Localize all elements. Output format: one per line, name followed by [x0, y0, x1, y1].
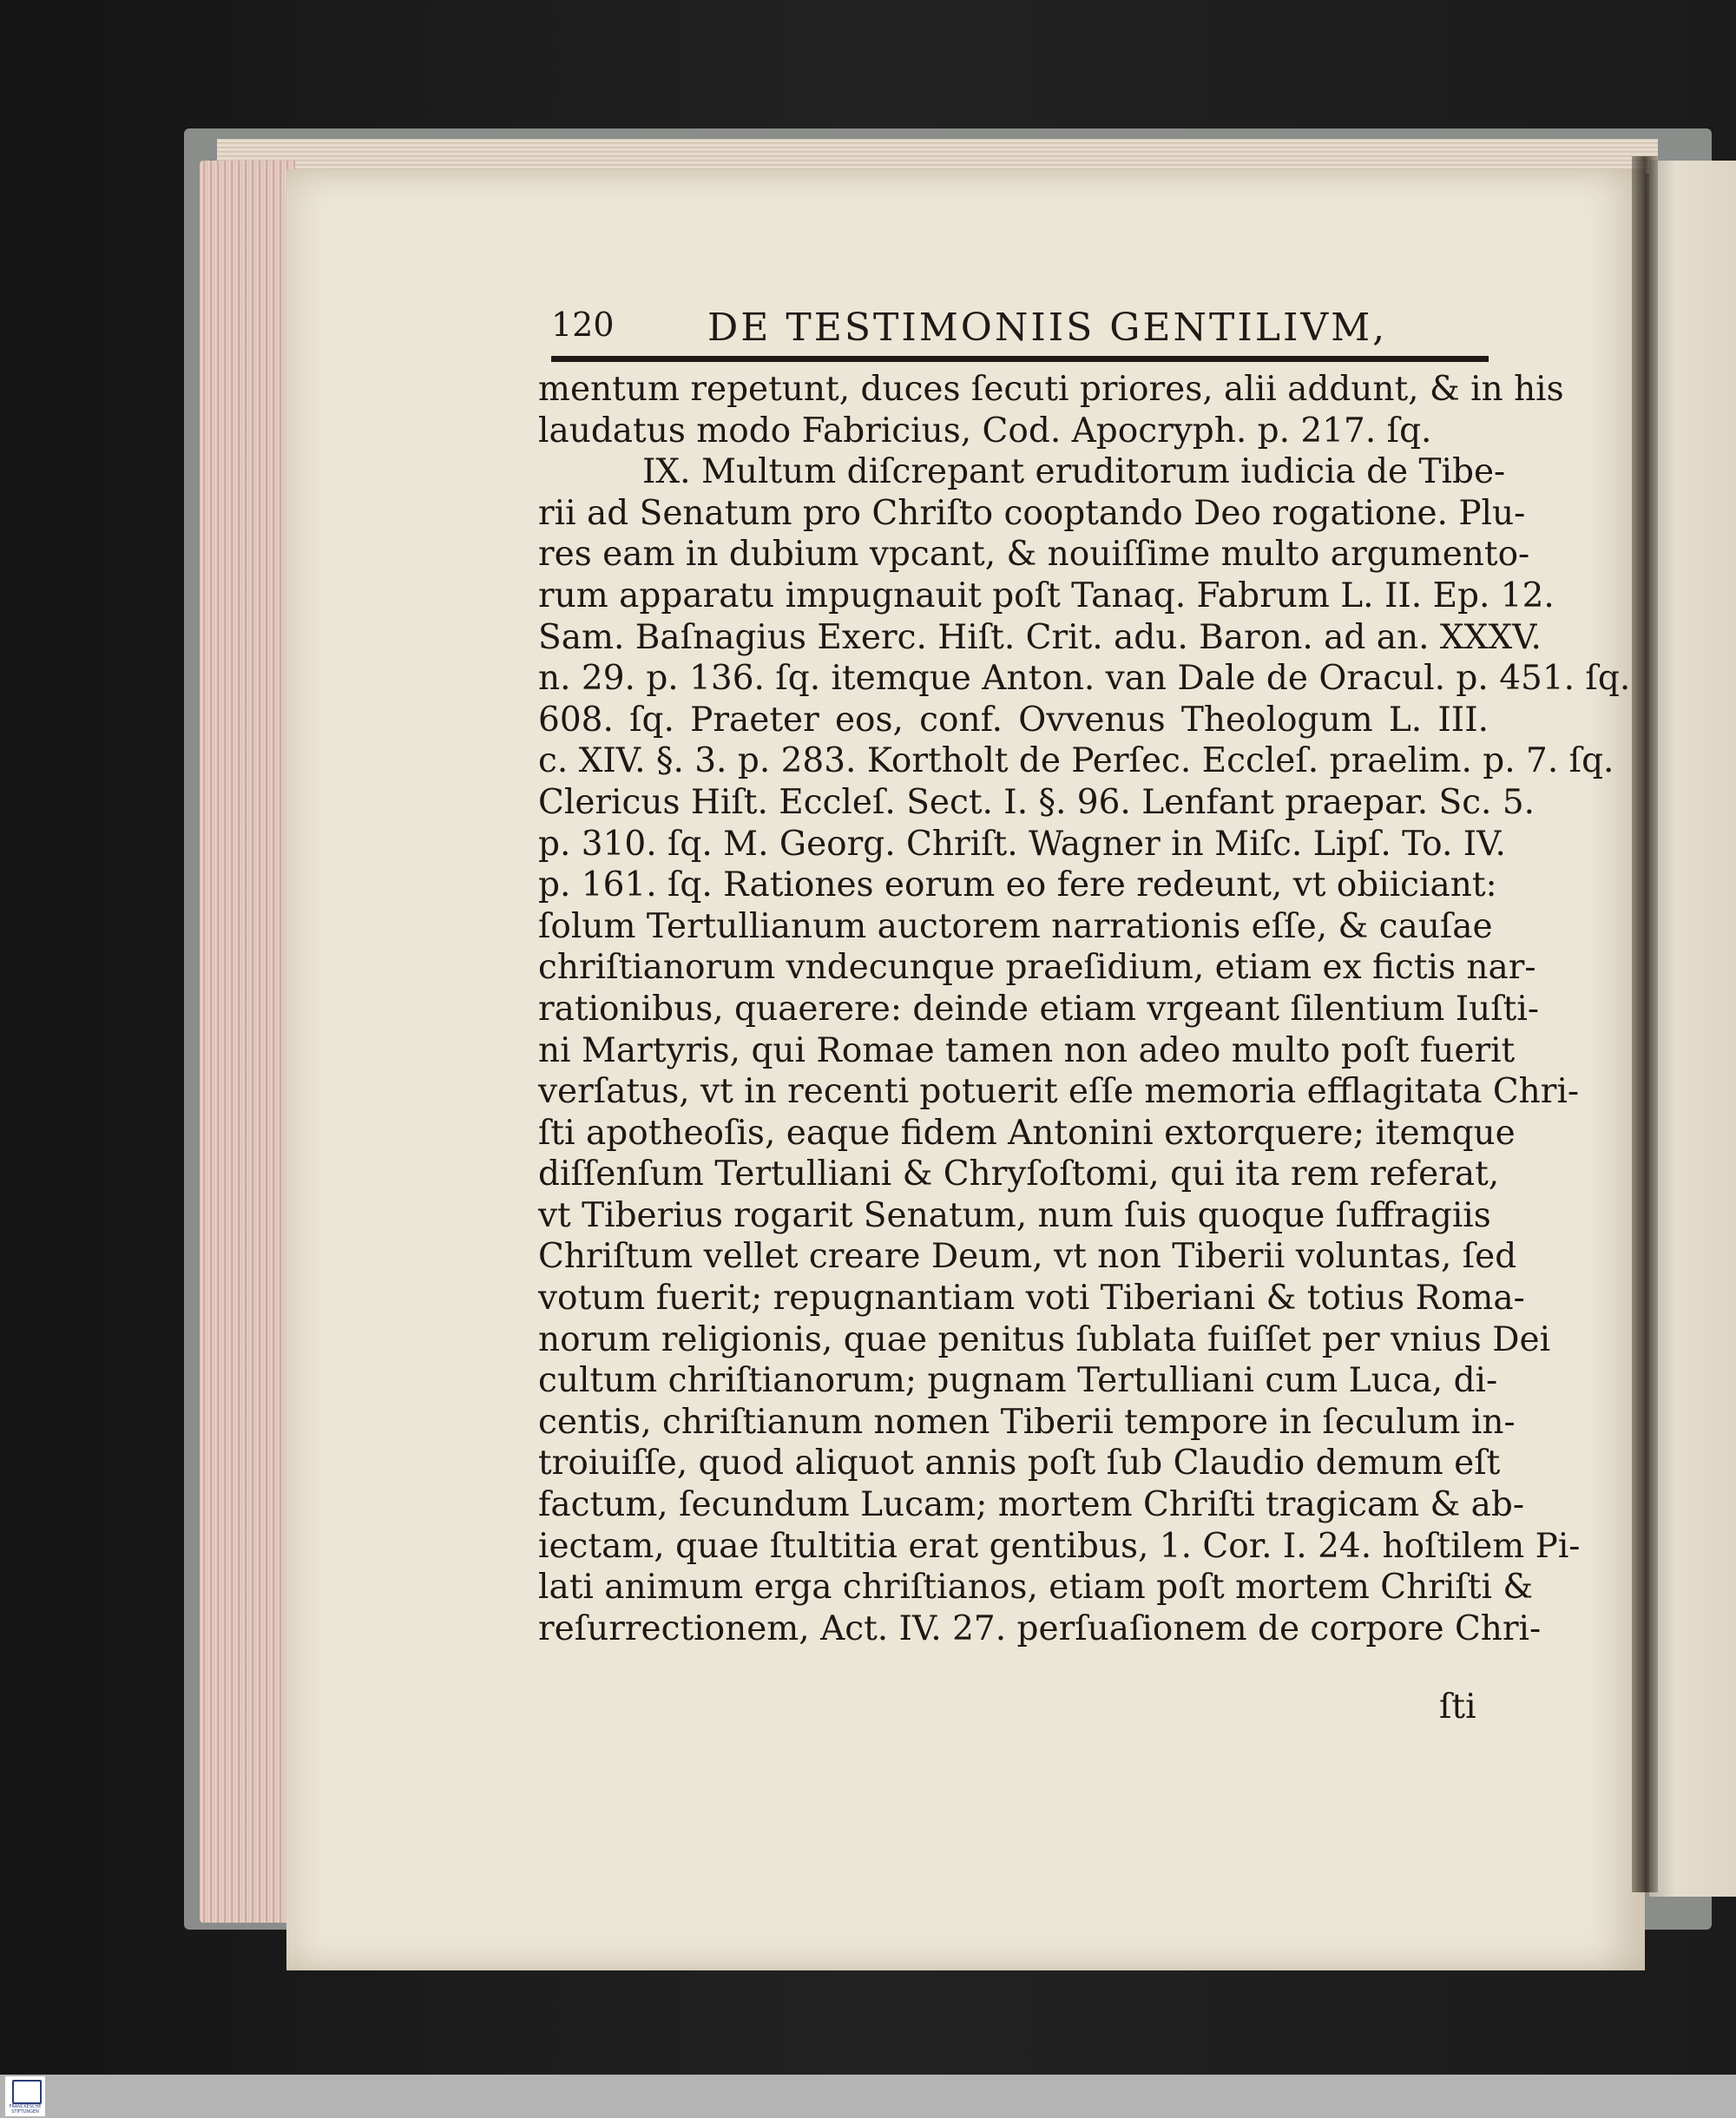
text-line: verſatus, vt in recenti potuerit eſſe memoria efflagitata Chri- — [538, 1072, 1580, 1112]
text-line: troiuiſſe, quod aliquot annis poſt ſub Claudio demum eſt — [538, 1444, 1501, 1483]
text-line: rum apparatu impugnauit poſt Tanaq. Fabrum L. II. Ep. 12. — [538, 576, 1555, 615]
text-line: rii ad Senatum pro Chriſto cooptando Deo rogatione. Plu- — [538, 493, 1526, 533]
text-line: Chriſtum vellet creare Deum, vt non Tiberii voluntas, ſed — [538, 1237, 1517, 1277]
header-rule — [551, 356, 1489, 362]
text-line: ſti apotheoſis, eaque fidem Antonini extorquere; itemque — [538, 1113, 1516, 1153]
text-line: vt Tiberius rogarit Senatum, num ſuis quoque ſuffragiis — [538, 1195, 1491, 1235]
text-line: n. 29. p. 136. ſq. itemque Anton. van Dale de Oracul. p. 451. ſq. — [538, 659, 1631, 699]
page-number: 120 — [551, 306, 615, 344]
facing-page — [1649, 161, 1736, 1897]
text-line: p. 161. ſq. Rationes eorum eo fere redeunt, vt obiiciant: — [538, 865, 1497, 905]
library-logo-text: FRANCKESCHE STIFTUNGEN — [9, 2104, 42, 2115]
text-line: 608. ſq. Praeter eos, conf. Ovvenus Theologum L. III. — [538, 700, 1489, 740]
text-line: lati animum erga chriſtianos, etiam poſt mortem Chriſti & — [538, 1568, 1534, 1608]
text-line: iectam, quae ſtultitia erat gentibus, 1. Cor. I. 24. hoſtilem Pi- — [538, 1526, 1581, 1566]
running-head — [551, 306, 1489, 358]
text-line: reſurrectionem, Act. IV. 27. perſuaſionem de corpore Chri- — [538, 1608, 1542, 1648]
catchword: ſti — [1439, 1687, 1476, 1727]
gutter-shadow — [1632, 156, 1658, 1892]
text-line: p. 310. ſq. M. Georg. Chriſt. Wagner in Miſc. Lipſ. To. IV. — [538, 824, 1506, 864]
running-title: DE TESTIMONIIS GENTILIVM, — [707, 306, 1388, 350]
page-stack-left — [200, 161, 295, 1923]
text-line: votum fuerit; repugnantiam voti Tiberiani & totius Roma- — [538, 1279, 1525, 1319]
text-line: ſolum Tertullianum auctorem narrationis eſſe, & cauſae — [538, 906, 1493, 946]
text-line: centis, chriſtianum nomen Tiberii tempore in ſeculum in- — [538, 1402, 1516, 1442]
text-line: diſſenſum Tertulliani & Chryſoſtomi, qui ita rem referat, — [538, 1154, 1500, 1194]
text-line: laudatus modo Fabricius, Cod. Apocryph. p. 217. ſq. — [538, 411, 1432, 451]
text-line: c. XIV. §. 3. p. 283. Kortholt de Perſec. Eccleſ. praelim. p. 7. ſq. — [538, 741, 1614, 781]
library-logo-icon — [12, 2080, 42, 2104]
text-line: factum, ſecundum Lucam; mortem Chriſti tragicam & ab- — [538, 1485, 1525, 1525]
text-line: mentum repetunt, duces ſecuti priores, alii addunt, & in his — [538, 370, 1564, 409]
text-line: chriſtianorum vndecunque praeſidium, etiam ex fictis nar- — [538, 948, 1536, 988]
text-line: ni Martyris, qui Romae tamen non adeo multo poſt fuerit — [538, 1030, 1516, 1070]
viewer-footer-bar — [0, 2075, 1736, 2118]
text-line: cultum chriſtianorum; pugnam Tertulliani cum Luca, di- — [538, 1361, 1498, 1401]
page-stack-top — [217, 139, 1658, 174]
text-line: res eam in dubium vpcant, & nouiſſime multo argumento- — [538, 535, 1530, 575]
body-text — [538, 369, 1631, 1649]
text-line: norum religionis, quae penitus ſublata fuiſſet per vnius Dei — [538, 1319, 1551, 1359]
text-line: Sam. Baſnagius Exerc. Hiſt. Crit. adu. Baron. ad an. XXXV. — [538, 617, 1542, 657]
text-line: rationibus, quaerere: deinde etiam vrgeant ſilentium Iuſti- — [538, 989, 1539, 1029]
text-line: IX. Multum diſcrepant eruditorum iudicia de Tibe- — [642, 452, 1506, 492]
text-line: Clericus Hiſt. Eccleſ. Sect. I. §. 96. Lenfant praepar. Sc. 5. — [538, 782, 1535, 822]
